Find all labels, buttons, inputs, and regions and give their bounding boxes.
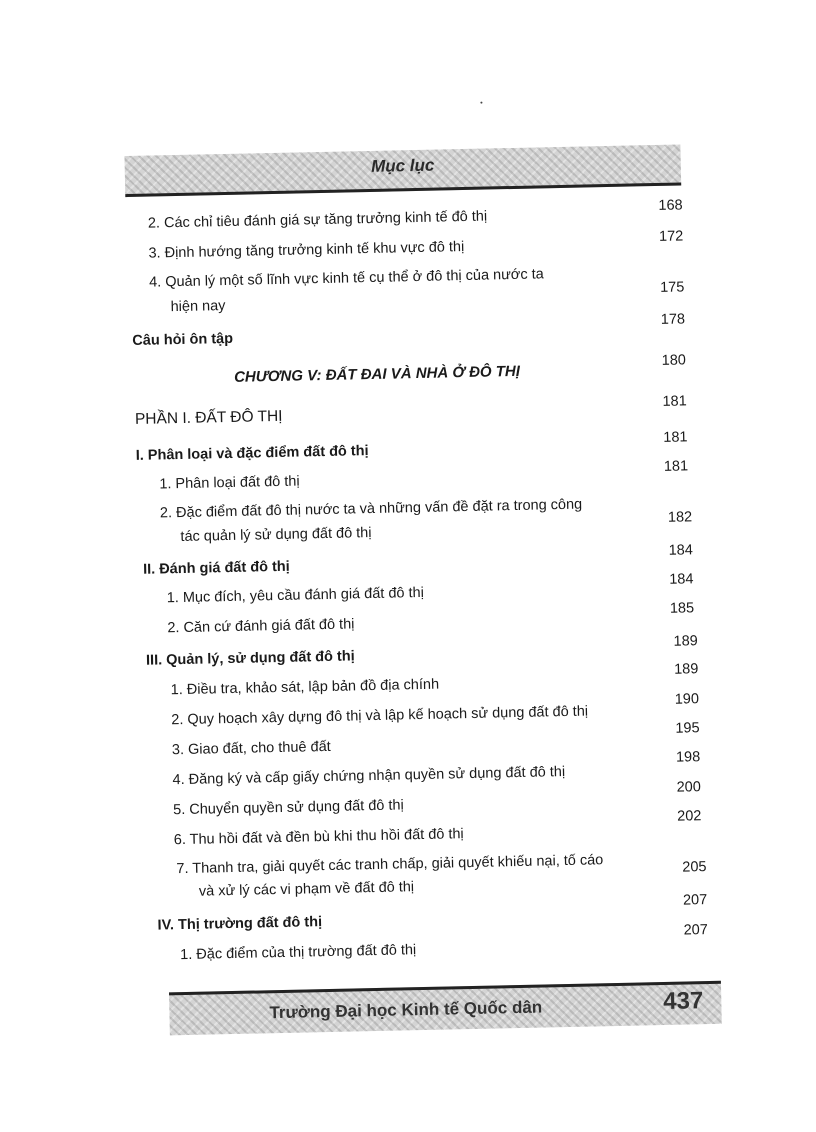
toc-entry-page: 190	[674, 691, 700, 708]
header-band	[124, 144, 681, 197]
toc-entry-page: 184	[668, 542, 694, 559]
toc-entry-page: 181	[663, 429, 688, 446]
toc-entry-page: 180	[661, 352, 687, 369]
toc-entry-text: 1. Phân loại đất đô thị	[159, 473, 300, 493]
toc-entry-text: 2. Đặc điểm đất đô thị nước ta và những vấn đề đặt ra trong công	[159, 496, 583, 522]
toc-entry-page: 175	[659, 279, 685, 296]
toc-entry-text-cont: tác quản lý sử dụng đất đô thị	[180, 525, 372, 546]
toc-entry-page: 207	[682, 892, 708, 909]
toc-entry-page: 189	[673, 633, 698, 650]
toc-entry-page: 185	[669, 600, 695, 617]
toc-entry-text: 5. Chuyển quyền sử dụng đất đô thị	[173, 797, 404, 819]
toc-entry-page: 182	[667, 509, 693, 526]
toc-entry-page: 202	[677, 808, 702, 825]
toc-entry-page: 198	[675, 749, 701, 766]
toc-entry-page: 181	[662, 393, 687, 410]
toc-entry-page: 189	[673, 661, 699, 678]
toc-entry-text: 3. Giao đất, cho thuê đất	[171, 738, 331, 759]
toc-entry-page: 172	[658, 228, 684, 245]
footer-school-name: Trường Đại học Kinh tế Quốc dân	[269, 997, 543, 1023]
toc-entry-page: 195	[675, 720, 700, 737]
toc-entry-text: 4. Quản lý một số lĩnh vực kinh tế cụ thể ở đô thị của nước ta	[148, 266, 544, 291]
toc-entry-page: 205	[682, 859, 707, 876]
footer-page-number: 437	[662, 987, 704, 1015]
toc-entry-page: 200	[676, 779, 701, 796]
toc-entry-text: 7. Thanh tra, giải quyết các tranh chấp, giải quyết khiếu nại, tố cáo	[176, 852, 604, 878]
toc-entry-text: 6. Thu hồi đất và đền bù khi thu hồi đất đô thị	[173, 826, 464, 849]
toc-entry-text: 1. Đặc điểm của thị trường đất đô thị	[180, 942, 417, 964]
toc-entry-text: Câu hỏi ôn tập	[132, 330, 234, 349]
toc-entry-text: 2. Căn cứ đánh giá đất đô thị	[167, 616, 355, 637]
toc-entry-page: 207	[683, 922, 708, 939]
toc-entry-page: 181	[663, 458, 689, 475]
section-heading: IV. Thị trường đất đô thị	[157, 914, 323, 934]
toc-entry-text: 3. Định hướng tăng trưởng kinh tế khu vực đô thị	[148, 239, 465, 262]
toc-entry-text: 2. Các chỉ tiêu đánh giá sự tăng trưởng kinh tế đô thị	[147, 208, 488, 232]
toc-entry-text: 2. Quy hoạch xây dựng đô thị và lập kế hoạch sử dụng đất đô thị	[171, 703, 589, 729]
section-heading: I. Phân loại và đặc điểm đất đô thị	[135, 443, 369, 464]
scan-speck	[480, 102, 482, 104]
toc-entry-text: 1. Điều tra, khảo sát, lập bản đồ địa chính	[170, 676, 440, 699]
toc-entry-text: 1. Mục đích, yêu cầu đánh giá đất đô thị	[166, 584, 425, 607]
part-heading: PHẦN I. ĐẤT ĐÔ THỊ	[134, 407, 283, 428]
toc-entry-page: 184	[669, 571, 694, 588]
header-title: Mục lục	[370, 155, 435, 176]
footer-band	[169, 981, 722, 1036]
chapter-heading: CHƯƠNG V: ĐẤT ĐAI VÀ NHÀ Ở ĐÔ THỊ	[233, 362, 521, 386]
section-heading: III. Quản lý, sử dụng đất đô thị	[145, 648, 355, 669]
toc-entry-text-cont: hiện nay	[170, 298, 226, 316]
toc-entry-text: 4. Đăng ký và cấp giấy chứng nhận quyền sử dụng đất đô thị	[172, 764, 566, 789]
toc-entry-page: 168	[658, 197, 683, 214]
section-heading: II. Đánh giá đất đô thị	[142, 558, 290, 578]
toc-entry-text-cont: và xử lý các vi phạm về đất đô thị	[198, 879, 415, 900]
toc-entry-page: 178	[660, 311, 686, 328]
